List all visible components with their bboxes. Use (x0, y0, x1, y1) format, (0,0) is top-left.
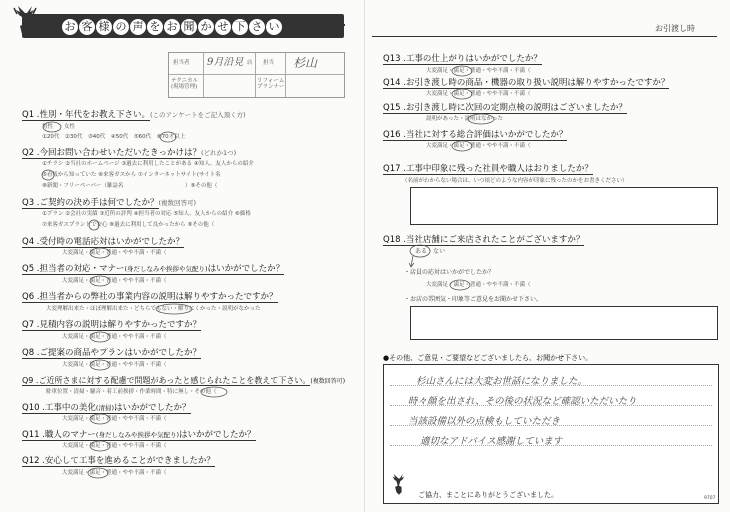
q11-scale: 大変満足・満足・普通・やや不満・不満（ (62, 443, 167, 449)
q14-scale: 大変満足・満足・普通・やや不満・不満（ (426, 91, 531, 97)
q17-title: Q17 .工事中印象に残った社員や職人はおりましたか？ (383, 164, 593, 174)
q8-scale: 大変満足・満足・普通・やや不満・不満（ (62, 362, 167, 368)
q1-title: Q1 .性別・年代をお教え下さい。(このアンケートをご記入頂く方) (22, 110, 246, 120)
q18-options: ある・ない (415, 248, 446, 255)
q5-title: Q5 .担当者の対応・マナー(身だしなみや挨拶や気配り)はいかがでしたか？ (22, 264, 285, 274)
q13-title: Q13 .工事の仕上がりはいかがでしたか？ (383, 54, 542, 64)
sales-label: 担当者 (173, 60, 190, 66)
q18-title: Q18 .当社店舗にご来店されたことがございますか？ (383, 235, 585, 245)
q1-gender: 男性 女性 (42, 124, 76, 130)
sales-value: 9月沿見 (207, 57, 244, 68)
title-char: さ (249, 19, 265, 35)
q3-option-2: ⑦来客ガスプランドで安心 ⑧過去に利用して良かったから ⑨その他（ (42, 222, 215, 228)
q10-scale: 大変満足・満足・普通・やや不満・不満（ (62, 416, 167, 422)
handwritten-line-3: 当該設備以外の点検もしていただき (408, 416, 561, 427)
q7-title: Q7 .見積内容の説明は解りやすかったですか？ (22, 320, 202, 330)
title-char: せ (215, 19, 231, 35)
title-char: お (164, 19, 180, 35)
q10-title: Q10 .工事中の美化(清掃)はいかがでしたか？ (22, 403, 191, 413)
q15-title: Q15 .お引き渡し時に次回の定期点検の説明はございましたか？ (383, 103, 627, 113)
q18-store-question: ・お店の雰囲気・印象等ご意見をお聞かせ下さい。 (404, 296, 543, 303)
reform-label: リフォーム プランナー (257, 78, 285, 90)
q18-staff-question: ・店員の応対はいかがでしたか？ (404, 269, 495, 276)
q2-option-2: ⑤看板から知っていた ⑥来客ガスから ⑦インターネットサイト(サイト名 (42, 172, 221, 178)
q8-title: Q8 .ご提案の商品やプランはいかがでしたか？ (22, 348, 202, 358)
q2-title: Q2 .今回お問い合わせいただいたきっかけは？(どれか1つ) (22, 148, 237, 158)
store-suffix: 店 (247, 60, 253, 66)
q11-title: Q11 .職人のマナー(身だしなみや挨拶や気配り)はいかがでしたか？ (22, 430, 256, 440)
q12-scale: 大変満足・満足・普通・やや不満・不満（ (62, 470, 167, 476)
title-char: を (147, 19, 163, 35)
title-char: 声 (130, 19, 146, 35)
q13-scale: 大変満足・満足・普通・やや不満・不満（ (426, 68, 531, 74)
manager-value: 杉山 (293, 56, 318, 70)
q4-scale: 大変満足・満足・普通・やや不満・不満（ (62, 250, 167, 256)
q2-option-3b: ）⑨その他（ (185, 183, 218, 189)
title-char: 客 (79, 19, 95, 35)
title-char: 様 (96, 19, 112, 35)
q17-note: （名前がわからない場合は、いつ頃どのような内容が印象に残ったのかをお書きください） (402, 178, 628, 184)
handwritten-line-4: 適切なアドバイス感謝しています (420, 436, 563, 447)
q2-option-3: ⑧新聞・フリーペーパー（雑誌名 (42, 183, 124, 189)
deer-logo-small-icon (386, 470, 412, 500)
q9-options: 駐車位置・清掃・騒音・着工前挨拶・作業時間・特に無し・その他（ (46, 389, 217, 395)
title-char: か (198, 19, 214, 35)
q3-title: Q3 .ご契約の決め手は何でしたか？(複数回答可) (22, 198, 197, 208)
q6-scale: 大変理解出来た・ほぼ理解出来た・どちらでもない・解りにくかった・説明がなかった (46, 306, 261, 312)
opinion-header: ●その他、ご意見・ご要望などございましたら、お聞かせ下さい。 (383, 354, 593, 362)
tech-label: テクニカル (現場管理) (171, 78, 199, 90)
thanks-message: ご協力、まことにありがとうございました。 (418, 491, 558, 499)
q14-title: Q14 .お引き渡し時の商品・機器の取り扱い説明は解りやすかったですか？ (383, 78, 670, 88)
q5-scale: 大変満足・満足・普通・やや不満・不満（ (62, 278, 167, 284)
q18-scale: 大変満足・満足・普通・やや不満・不満（ (426, 282, 531, 288)
q4-title: Q4 .受付時の電話応対はいかがでしたか？ (22, 237, 185, 247)
title-char: い (266, 19, 282, 35)
answer-circles-left (0, 0, 364, 512)
q6-title: Q6 .担当者からの弊社の事業内容の説明は解りやすかったですか？ (22, 292, 278, 302)
opinion-box[interactable] (383, 364, 719, 504)
manager-label: 担当 (263, 60, 275, 66)
footer-code: 9707 (704, 496, 716, 501)
q16-scale: 大変満足・満足・普通・やや不満・不満（ (426, 143, 531, 149)
q9-title: Q9 .ご近所さまに対する配慮で問題があったと感じられたことを教えて下さい。(複数回答可) (22, 376, 346, 385)
q12-title: Q12 .安心して工事を進めることができましたか？ (22, 456, 215, 466)
title-char: 下 (232, 19, 248, 35)
title-char: お (62, 19, 78, 35)
q2-option-1: ①チラシ ②当社のホームページ ③過去に利用したことがある ④知人、友人からの紹介 (42, 161, 254, 167)
q16-title: Q16 .当社に対する総合評価はいかがでしたか？ (383, 130, 568, 140)
handwritten-line-1: 杉山さんには大変お世話になりました。 (416, 376, 588, 387)
q15-options: 説明があった・説明はなかった (426, 116, 503, 122)
delivery-label: お引渡し時 (655, 24, 695, 33)
handwritten-line-2: 時々顔を出され、その後の状況など確認いただいたり (408, 396, 637, 407)
title-char: 聞 (181, 19, 197, 35)
q7-scale: 大変満足・満足・普通・やや不満・不満（ (62, 334, 167, 340)
title-char: の (113, 19, 129, 35)
q3-option-1: ①プラン ②会社の実績 ③近所の評判 ④担当者の対応 ⑤知人、友人からの紹介 ⑥価格 (42, 211, 251, 217)
q1-age: ①20代 ②30代 ③40代 ④50代 ⑤60代 ⑥70才以上 (42, 134, 186, 140)
